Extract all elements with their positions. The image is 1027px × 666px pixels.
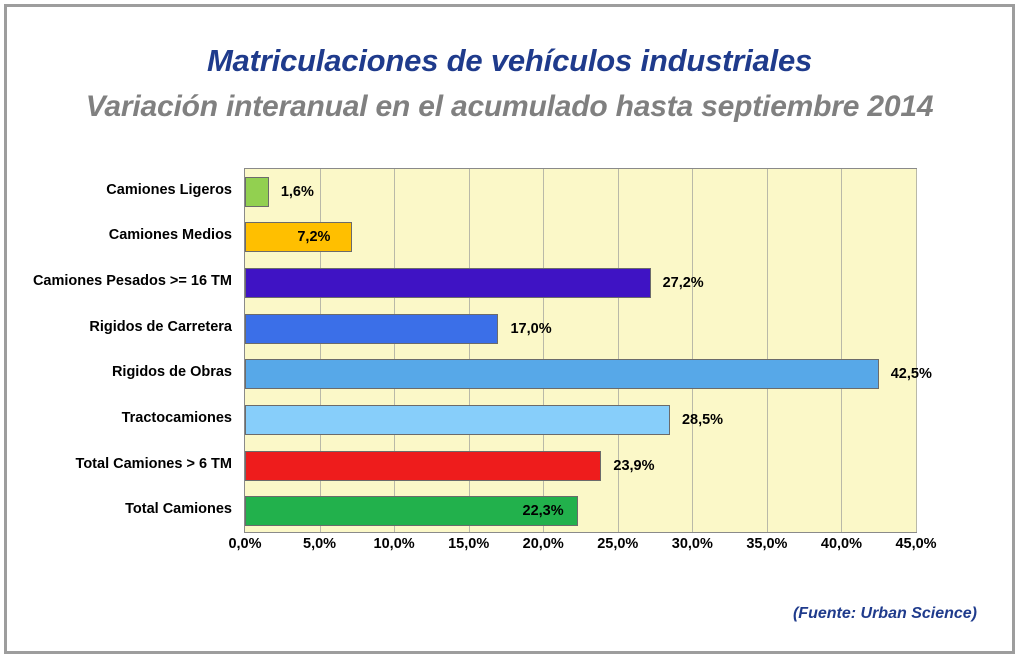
bar-value-label: 22,3% xyxy=(522,503,564,520)
x-tick-label: 10,0% xyxy=(373,536,415,552)
x-tick-label: 25,0% xyxy=(597,536,639,552)
bar-row xyxy=(245,352,932,398)
bar-row xyxy=(245,306,916,352)
value-axis-labels xyxy=(228,536,937,562)
chart-frame xyxy=(4,4,1015,654)
bar[interactable] xyxy=(245,405,670,435)
bar-value-label: 28,5% xyxy=(681,411,724,428)
chart-title: Matriculaciones de vehículos industriales xyxy=(206,43,813,78)
bar-value-label: 17,0% xyxy=(510,320,552,337)
category-label: Rigidos de Carretera xyxy=(89,318,232,335)
category-axis-labels xyxy=(7,168,238,533)
x-tick-label: 40,0% xyxy=(820,536,862,552)
category-label: Total Camiones > 6 TM xyxy=(75,455,232,472)
plot-area xyxy=(244,168,932,533)
gridline xyxy=(916,169,917,532)
bar-row xyxy=(245,215,916,261)
bar-row xyxy=(245,397,916,443)
bar[interactable] xyxy=(245,314,498,344)
bar[interactable] xyxy=(245,268,651,298)
x-tick-label: 0,0% xyxy=(228,536,262,552)
bar-value-label: 27,2% xyxy=(662,275,704,292)
x-tick-label: 20,0% xyxy=(522,536,564,552)
bar-row xyxy=(245,260,916,306)
category-label: Camiones Medios xyxy=(108,227,232,244)
chart-subtitle: Variación interanual en el acumulado hasta septiembre 2014 xyxy=(85,90,934,123)
x-tick-label: 35,0% xyxy=(746,536,788,552)
x-tick-label: 15,0% xyxy=(448,536,490,552)
category-label: Camiones Ligeros xyxy=(106,181,232,198)
bar-row xyxy=(245,169,916,215)
category-label: Camiones Pesados >= 16 TM xyxy=(32,273,232,290)
bar-value-label: 7,2% xyxy=(297,229,331,246)
bar-value-label: 23,9% xyxy=(613,457,655,474)
bar[interactable] xyxy=(245,451,601,481)
source-note: (Fuente: Urban Science) xyxy=(792,605,977,622)
bar-row xyxy=(245,488,916,534)
bar[interactable] xyxy=(245,177,269,207)
bar-row xyxy=(245,443,916,489)
bar[interactable] xyxy=(245,359,879,389)
category-label: Tractocamiones xyxy=(121,409,232,426)
x-tick-label: 5,0% xyxy=(303,536,337,552)
category-label: Total Camiones xyxy=(125,501,232,518)
category-label: Rigidos de Obras xyxy=(111,364,232,381)
bar-value-label: 42,5% xyxy=(890,366,932,383)
x-tick-label: 45,0% xyxy=(895,536,937,552)
bar-value-label: 1,6% xyxy=(280,183,314,200)
x-tick-label: 30,0% xyxy=(671,536,713,552)
